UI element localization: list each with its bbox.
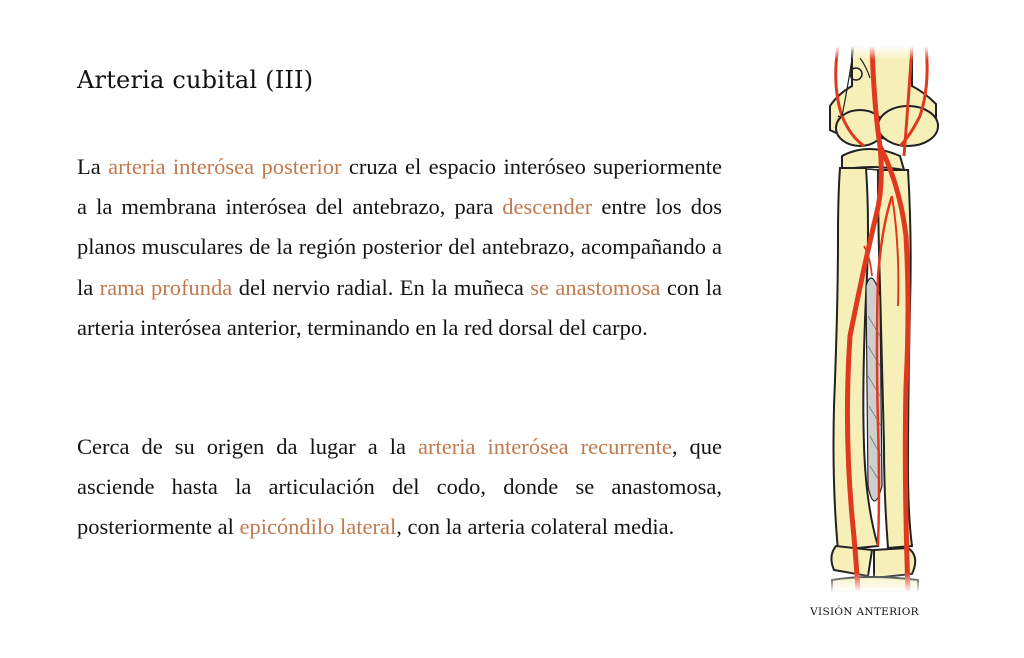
highlight-term: arteria interósea posterior: [108, 154, 342, 179]
highlight-term: rama profunda: [99, 274, 233, 300]
text-segment: cruza el espacio interóseo superiormente a la membrana interósea del antebrazo, para: [77, 154, 722, 220]
paragraph-1: [77, 147, 722, 348]
text-segment: del nervio radial. En la muñeca: [232, 274, 531, 300]
highlight-term: descender: [502, 194, 593, 220]
text-segment: con la arteria interósea anterior, terminando en la red dorsal del carpo.: [77, 274, 722, 340]
text-segment: La: [77, 154, 109, 179]
text-segment: , que asciende hasta la articulación del codo, donde se anastomosa, posteriormente al: [77, 434, 723, 540]
paragraph-2: [77, 427, 722, 548]
figure-caption: VISIÓN ANTERIOR: [810, 606, 919, 618]
text-segment: , con la arteria colateral media.: [396, 514, 675, 540]
page-title: Arteria cubital (III): [77, 66, 314, 94]
highlight-term: arteria interósea recurrente: [418, 434, 672, 459]
text-segment: Cerca de su origen da lugar a la: [77, 434, 418, 459]
highlight-term: se anastomosa: [530, 274, 661, 300]
highlight-term: epicóndilo lateral: [239, 514, 397, 540]
forearm-illustration: [808, 46, 950, 592]
text-segment: entre los dos planos musculares de la región posterior del antebrazo, acompañando a la: [77, 194, 722, 300]
